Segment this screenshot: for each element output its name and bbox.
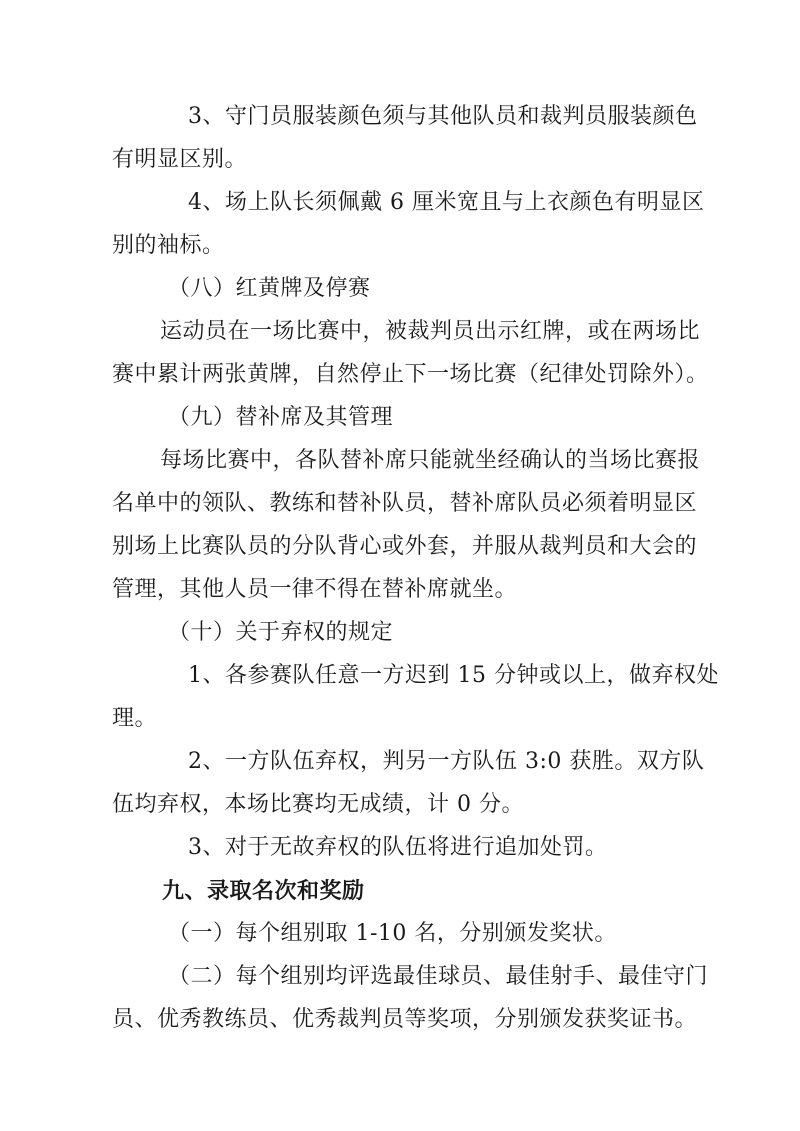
paragraph-line: （一）每个组别取 1-10 名，分别颁发奖状。 [168, 921, 617, 946]
chapter-heading: 九、录取名次和奖励 [162, 878, 365, 904]
paragraph-line: 运动员在一场比赛中，被裁判员出示红牌，或在两场比 [160, 319, 701, 344]
paragraph-line: 2、一方队伍弃权，判另一方队伍 3:0 获胜。双方队 [188, 749, 705, 774]
section-heading: （十）关于弃权的规定 [168, 620, 394, 645]
paragraph-line: 别场上比赛队员的分队背心或外套，并服从裁判员和大会的 [112, 534, 698, 559]
paragraph-line: 赛中累计两张黄牌，自然停止下一场比赛（纪律处罚除外）。 [112, 362, 709, 387]
paragraph-line: 3、守门员服装颜色须与其他队员和裁判员服装颜色 [188, 104, 698, 129]
paragraph-line: （二）每个组别均评选最佳球员、最佳射手、最佳守门 [168, 964, 709, 989]
paragraph-line: 伍均弃权，本场比赛均无成绩，计 0 分。 [112, 792, 524, 817]
section-heading: （九）替补席及其管理 [168, 405, 394, 430]
paragraph-line: 管理，其他人员一律不得在替补席就坐。 [112, 577, 518, 602]
section-heading: （八）红黄牌及停赛 [168, 276, 371, 301]
paragraph-line: 名单中的领队、教练和替补队员，替补席队员必须着明显区 [112, 491, 698, 516]
paragraph-line: 理。 [112, 706, 158, 731]
paragraph-line: 1、各参赛队任意一方迟到 15 分钟或以上，做弃权处 [188, 663, 719, 688]
paragraph-line: 别的袖标。 [112, 233, 225, 258]
paragraph-line: 4、场上队长须佩戴 6 厘米宽且与上衣颜色有明显区 [188, 190, 705, 215]
paragraph-line: 员、优秀教练员、优秀裁判员等奖项，分别颁发获奖证书。 [112, 1007, 698, 1032]
paragraph-line: 3、对于无故弃权的队伍将进行追加处罚。 [188, 835, 608, 860]
paragraph-line: 每场比赛中，各队替补席只能就坐经确认的当场比赛报 [160, 448, 701, 473]
paragraph-line: 有明显区别。 [112, 147, 248, 172]
